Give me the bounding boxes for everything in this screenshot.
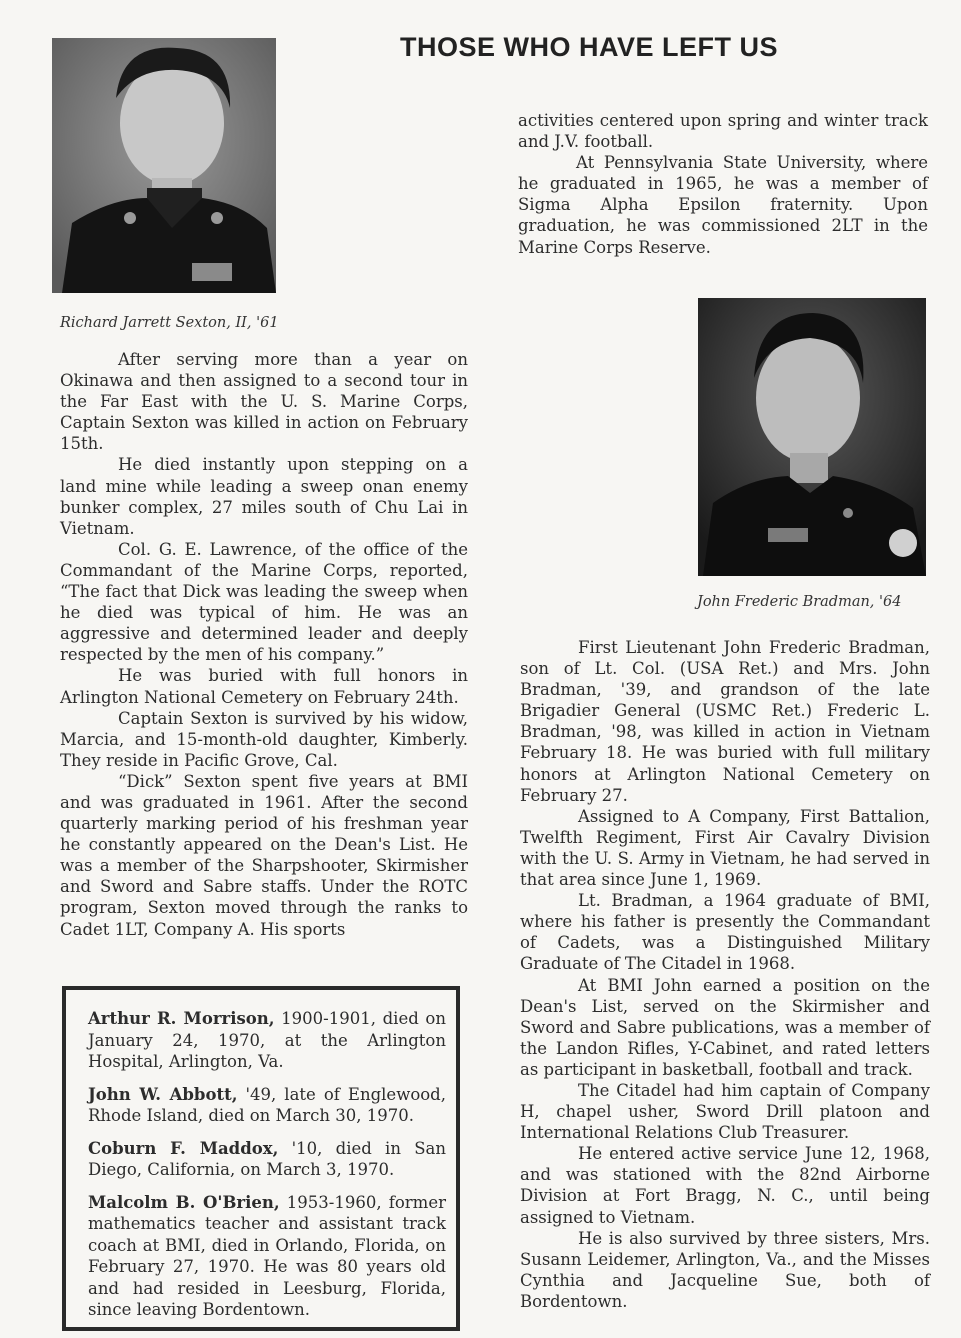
- paragraph: “Dick” Sexton spent five years at BMI and was graduated in 1961. After the second quarterly marking period of his freshman year he constantly appeared on the Dean's List. He was a member of the Sharpshooter, Skirmisher and Sword and Sabre staffs. Under the ROTC program, Sexton moved through the ranks to Cadet 1LT, Company A. His sports: [60, 771, 468, 939]
- paragraph: He entered active service June 12, 1968, and was stationed with the 82nd Airborne Division at Fort Bragg, N. C., until being assigned to Vietnam.: [520, 1144, 930, 1227]
- obituary-entry: Malcolm B. O'Brien, 1953-1960, former mathematics teacher and assistant track coach at BMI, died in Orlando, Florida, on February 27, 1970. He was 80 years old and had resided in Leesburg, Florida, since leaving Bordentown.: [88, 1192, 446, 1319]
- bradman-photo: [698, 298, 926, 576]
- paragraph: He is also survived by three sisters, Mrs. Susann Leidemer, Arlington, Va., and the Misses Cynthia and Jacqueline Sue, both of Bordentown.: [520, 1228, 930, 1311]
- sexton-article-continued: [518, 110, 928, 258]
- obituary-entry: Coburn F. Maddox, '10, died in San Diego, California, on March 3, 1970.: [88, 1138, 446, 1179]
- paragraph: Assigned to A Company, First Battalion, Twelfth Regiment, First Air Cavalry Division with the U. S. Army in Vietnam, he had served in that area since June 1, 1969.: [520, 806, 930, 890]
- sexton-caption: Richard Jarrett Sexton, II, '61: [60, 315, 279, 331]
- sexton-photo: [52, 38, 276, 293]
- paragraph: At Pennsylvania State University, where he graduated in 1965, he was a member of Sigma Alpha Epsilon fraternity. Upon graduation, he was commissioned 2LT in the Marine Corps Reserve.: [518, 153, 928, 257]
- paragraph: After serving more than a year on Okinawa and then assigned to a second tour in the Far East with the U. S. Marine Corps, Captain Sexton was killed in action on February 15th.: [60, 350, 468, 454]
- paragraph: First Lieutenant John Frederic Bradman, son of Lt. Col. (USA Ret.) and Mrs. John Bradman, '39, and grandson of the late Brigadier General (USMC Ret.) Frederic L. Bradman, '98, was killed in action in Vietnam February 18. He was buried with full military honors at Arlington National Cemetery on February 27.: [520, 638, 930, 805]
- page-title: THOSE WHO HAVE LEFT US: [400, 32, 779, 62]
- paragraph: Captain Sexton is survived by his widow, Marcia, and 15-month-old daughter, Kimberly. They reside in Pacific Grove, Cal.: [60, 708, 468, 770]
- paragraph: At BMI John earned a position on the Dean's List, served on the Skirmisher and Sword and Sabre publications, was a member of the Landon Rifles, Y-Cabinet, and rated letters as participant in basketball, football and track.: [520, 975, 930, 1079]
- obituary-entry: Arthur R. Morrison, 1900-1901, died on January 24, 1970, at the Arlington Hospital, Arlington, Va.: [88, 1009, 446, 1071]
- paragraph: activities centered upon spring and winter track and J.V. football.: [518, 111, 928, 152]
- paragraph: He was buried with full honors in Arlington National Cemetery on February 24th.: [60, 666, 468, 707]
- paragraph: The Citadel had him captain of Company H, chapel usher, Sword Drill platoon and International Relations Club Treasurer.: [520, 1080, 930, 1143]
- obituary-box: [62, 986, 460, 1331]
- paragraph: Col. G. E. Lawrence, of the office of the Commandant of the Marine Corps, reported, “The fact that Dick was leading the sweep when he died was typical of him. He was an aggressive and determined leader and deeply respected by the men of his company.”: [60, 539, 468, 665]
- sexton-article: [60, 349, 468, 940]
- bradman-article: [520, 637, 930, 1312]
- paragraph: He died instantly upon stepping on a land mine while leading a sweep onan enemy bunker complex, 27 miles south of Chu Lai in Vietnam.: [60, 455, 468, 538]
- obituary-entry: John W. Abbott, '49, late of Englewood, Rhode Island, died on March 30, 1970.: [88, 1084, 446, 1125]
- paragraph: Lt. Bradman, a 1964 graduate of BMI, where his father is presently the Commandant of Cadets, was a Distinguished Military Graduate of The Citadel in 1968.: [520, 891, 930, 974]
- bradman-caption: John Frederic Bradman, '64: [697, 594, 902, 610]
